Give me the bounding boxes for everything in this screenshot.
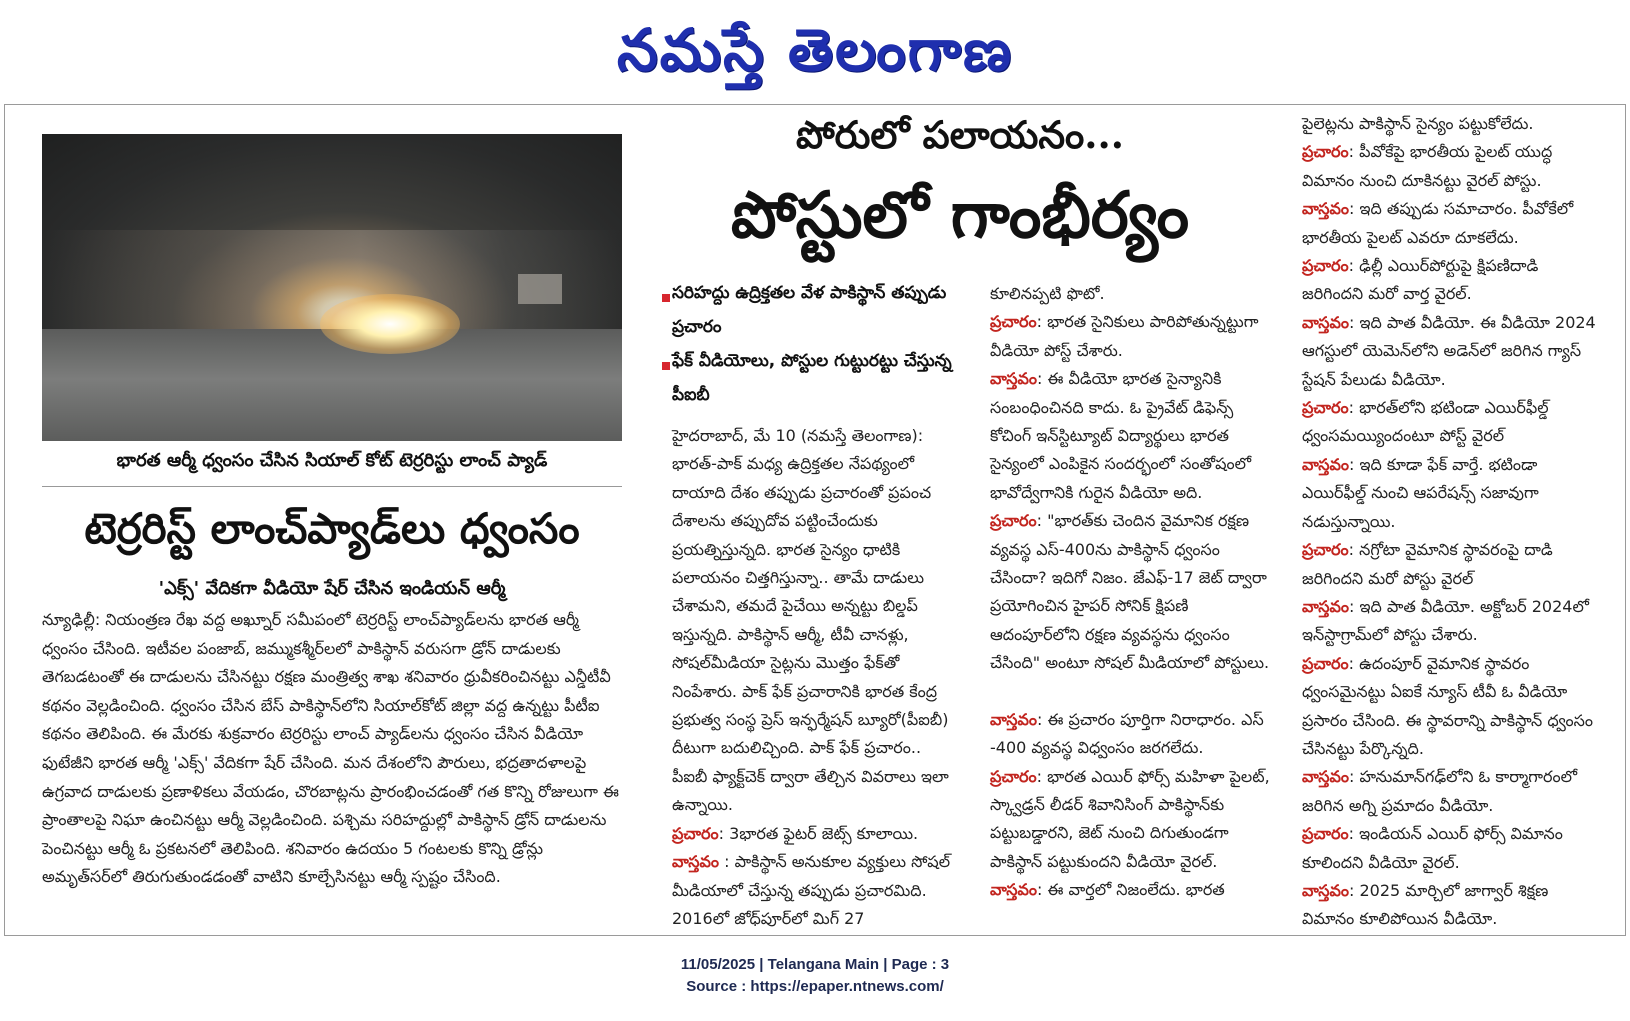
edition-info: 11/05/2025 | Telangana Main | Page : 3 bbox=[680, 956, 950, 973]
article-column-2 bbox=[672, 422, 958, 933]
page-footer bbox=[0, 954, 1630, 998]
fact-text: : ఇది పాత వీడియో. ఈ వీడియో 2024 ఆగస్టులో యెమెన్‌లోని అడెన్‌లో జరిగిన గ్యాస్ స్టేషన్ పేలుడు వీడియో. bbox=[1302, 312, 1596, 389]
fact-text: : 2025 మార్చిలో జాగ్వార్ శిక్షణ విమానం కూలిపోయిన వీడియో. bbox=[1302, 880, 1549, 929]
fact-label: ప్రచారం bbox=[1302, 398, 1349, 418]
fact-text: : ఈ ప్రచారం పూర్తిగా నిరాధారం. ఎస్ -400 వ్యవస్థ విధ్వంసం జరగలేదు. bbox=[990, 709, 1264, 758]
fact-text: : హనుమాన్‌గఢ్‌లోని ఓ కార్మాగారంలో జరిగిన అగ్ని ప్రమాదం వీడియో. bbox=[1302, 767, 1578, 815]
photo-ground bbox=[42, 329, 622, 441]
fact-label: వాస్తవం bbox=[1302, 767, 1349, 787]
fact-text: : భారత సైనికులు పారిపోతున్నట్టుగా వీడియో పోస్ట్ చేశారు. bbox=[990, 312, 1259, 360]
fact-text: : ఇది తప్పుడు సమాచారం. పీవోకేలో భారతీయ పైలట్ ఎవరూ దూకలేదు. bbox=[1302, 199, 1574, 247]
fact-item bbox=[672, 820, 958, 848]
fact-label: వాస్తవం bbox=[1302, 880, 1349, 900]
fact-label: వాస్తవం bbox=[990, 880, 1037, 900]
fact-label: ప్రచారం bbox=[990, 312, 1037, 332]
fact-label: ప్రచారం bbox=[990, 511, 1037, 531]
fact-text: : ఇది పాత వీడియో. అక్టోబర్ 2024లో ఇన్‌స్టాగ్రామ్‌లో పోస్టు చేశారు. bbox=[1302, 596, 1589, 645]
fact-item bbox=[1302, 252, 1598, 309]
fact-text: : ఢిల్లీ ఎయిర్‌పోర్టుపై క్షిపణిదాడి జరిగిందని మరో వార్త వైరల్. bbox=[1302, 256, 1539, 304]
fact-label: ప్రచారం bbox=[1302, 653, 1349, 673]
fact-text: : ఈ వార్తలో నిజంలేదు. భారత bbox=[1037, 880, 1225, 900]
fact-label: ప్రచారం bbox=[1302, 824, 1349, 844]
bullet-item: సరిహద్దు ఉద్రిక్తతల వేళ పాకిస్థాన్ తప్పుడు ప్రచారం bbox=[672, 283, 947, 337]
news-photo bbox=[42, 134, 622, 441]
bullet-marker bbox=[662, 294, 670, 302]
masthead-title: నమస్తే తెలంగాణ bbox=[617, 16, 1013, 84]
bullet-item: ఫేక్ వీడియోలు, పోస్టుల గుట్టురట్టు చేస్తున్న పీఐబీ bbox=[672, 351, 952, 405]
divider bbox=[42, 486, 622, 487]
fact-label: వాస్తవం bbox=[990, 709, 1037, 729]
fact-item bbox=[990, 706, 1276, 763]
fact-text: : భారత్‌లోని భటిండా ఎయిర్‌ఫీల్డ్ ధ్వంసమయ్యిందంటూ పోస్ట్ వైరల్ bbox=[1302, 398, 1549, 446]
main-kicker: పోరులో పలాయనం... bbox=[795, 112, 1124, 157]
fact-item bbox=[990, 876, 1276, 904]
fact-label: వాస్తవం bbox=[672, 852, 719, 872]
fact-item bbox=[1302, 451, 1598, 536]
bullet-marker bbox=[662, 362, 670, 370]
fact-item bbox=[1302, 593, 1598, 650]
fact-label: ప్రచారం bbox=[1302, 142, 1349, 162]
photo-caption: భారత ఆర్మీ ధ్వంసం చేసిన సియాల్ కోట్ టెర్రరిస్టు లాంచ్ ప్యాడ్ bbox=[116, 450, 548, 471]
fact-label: వాస్తవం bbox=[1302, 199, 1349, 219]
fact-label: వాస్తవం bbox=[990, 369, 1037, 389]
fact-text: : 3భారత ఫైటర్ జెట్స్ కూలాయి. bbox=[718, 823, 919, 843]
fact-item bbox=[1302, 650, 1598, 764]
fact-text: : పీవోకేపై భారతీయ పైలట్ యుద్ధ విమానం నుంచి దూకినట్టు వైరల్ పోస్టు. bbox=[1302, 142, 1553, 190]
fact-item bbox=[1302, 877, 1598, 934]
fact-item bbox=[1302, 394, 1598, 451]
spacer bbox=[990, 678, 1276, 706]
fact-item bbox=[1302, 820, 1598, 877]
left-article-body: న్యూఢిల్లీ: నియంత్రణ రేఖ వద్ద అఖ్నూర్ సమీపంలో టెర్రరిస్ట్ లాంచ్‌ప్యాడ్‌లను భారత ఆర్మీ ధ్వంసం చేసింది. ఇటీవల పంజాబ్, జమ్ముకశ్మీర్‌లలో పాకిస్థాన్ వరుసగా డ్రోన్ దాడులకు తెగబడటంతో ఈ దాడులను చేసినట్టు రక్షణ మంత్రిత్వ శాఖ శనివారం ధ్రువీకరించినట్టు ఎన్డీటీవీ కథనం వెల్లడించింది. ధ్వంసం చేసిన బేస్ పాకిస్థాన్‌లోని సియాల్‌కోట్ జిల్లా వద్ద ఉన్నట్టు పీటీఐ కథనం తెలిపింది. ఈ మేరకు శుక్రవారం టెర్రరిస్టు లాంచ్ ప్యాడ్‌లను ధ్వంసం చేసిన వీడియో ఫుటేజీని భారత ఆర్మీ 'ఎక్స్' వేదికగా షేర్ చేసింది. మన దేశంలోని పౌరులు, భద్రతాదళాలపై ఉగ్రవాద దాడులకు ప్రణాళికలు వేయడం, చొరబాట్లను ప్రారంభించడంతో గత కొన్ని రోజులుగా ఈ ప్రాంతాలపై నిఘా ఉంచినట్టు ఆర్మీ వెల్లడించింది. పశ్చిమ సరిహద్దుల్లో పాకిస్థాన్ డ్రోన్ దాడులను పెంచినట్టు ఆర్మీ ఓ ప్రకటనలో తెలిపింది. శనివారం ఉదయం 5 గంటలకు కొన్ని డ్రోన్లు అమృత్‌సర్‌లో తిరుగుతుండడంతో వాటిని కూల్చేసినట్టు ఆర్మీ స్పష్టం చేసింది. bbox=[42, 610, 619, 887]
article-lead: కూలినప్పటి ఫొటో. bbox=[990, 284, 1105, 303]
fact-item bbox=[1302, 309, 1598, 394]
photo-structure bbox=[518, 274, 562, 304]
fact-label: ప్రచారం bbox=[1302, 540, 1349, 560]
fact-label: ప్రచారం bbox=[1302, 256, 1349, 276]
fact-item bbox=[1302, 195, 1598, 252]
left-subheadline: 'ఎక్స్' వేదికగా వీడియో షేర్ చేసిన ఇండియన్ ఆర్మీ bbox=[158, 578, 506, 599]
main-headline: పోస్టులో గాంభీర్యం bbox=[730, 178, 1190, 253]
fact-item bbox=[672, 848, 958, 933]
fact-item bbox=[990, 365, 1276, 507]
photo-fire bbox=[320, 294, 460, 354]
article-lead: పైలెట్లను పాకిస్థాన్ సైన్యం పట్టుకోలేదు. bbox=[1302, 114, 1534, 133]
fact-item bbox=[1302, 138, 1598, 195]
fact-item bbox=[990, 308, 1276, 365]
fact-text: : భారత ఎయిర్ ఫోర్స్ మహిళా పైలట్, స్క్వాడ్రన్ లీడర్ శివానిసింగ్ పాకిస్థాన్‌కు పట్టుబడ్డారని, జెట్ నుంచి దిగుతుండగా పాకిస్థాన్ పట్టుకుందని వీడియో వైరల్. bbox=[990, 766, 1270, 871]
fact-label: వాస్తవం bbox=[1302, 596, 1349, 616]
fact-text: : "భారత్‌కు చెందిన వైమానిక రక్షణ వ్యవస్థ ఎస్-400ను పాకిస్థాన్ ధ్వంసం చేసిందా? ఇదిగో నిజం. జేఎఫ్-17 జెట్ ద్వారా ప్రయోగించిన హైపర్ సోనిక్ క్షిపణి ఆదంపూర్‌లోని రక్షణ వ్యవస్థను ధ్వంసం చేసింది" అంటూ సోషల్ మీడియాలో పోస్టులు. bbox=[990, 511, 1270, 673]
article-column-4 bbox=[1302, 110, 1598, 934]
fact-item bbox=[1302, 763, 1598, 820]
fact-text: : నగ్రోటా వైమానిక స్థావరంపై దాడి జరిగిందని మరో పోస్టు వైరల్ bbox=[1302, 540, 1553, 588]
fact-item bbox=[990, 763, 1276, 877]
left-headline: టెర్రరిస్ట్ లాంచ్‌ప్యాడ్‌లు ధ్వంసం bbox=[84, 504, 580, 553]
fact-text: : ఇది కూడా ఫేక్ వార్తే. భటిండా ఎయిర్‌ఫీల్డ్ నుంచి ఆపరేషన్స్ సజావుగా నడుస్తున్నాయి. bbox=[1302, 454, 1539, 531]
source-link[interactable]: Source : https://epaper.ntnews.com/ bbox=[686, 978, 944, 995]
article-column-3 bbox=[990, 280, 1276, 905]
fact-label: వాస్తవం bbox=[1302, 312, 1349, 332]
article-intro: హైదరాబాద్, మే 10 (నమస్తే తెలంగాణ): భారత్-పాక్ మధ్య ఉద్రిక్తతల నేపథ్యంలో దాయాది దేశం తప్పుడు ప్రచారంతో ప్రపంచ దేశాలను తప్పుదోవ పట్టించేందుకు ప్రయత్నిస్తున్నది. భారత సైన్యం ధాటికి పలాయనం చిత్తగిస్తున్నా.. తామే దాడులు చేశామని, తమదే పైచేయి అన్నట్టు బిల్డప్ ఇస్తున్నది. పాకిస్థాన్ ఆర్మీ, టీవీ చానళ్లు, సోషల్‌మీడియా సైట్లను మొత్తం ఫేక్‌తో నింపేశారు. పాక్ ఫేక్ ప్రచారానికి భారత కేంద్ర ప్రభుత్వ సంస్థ ప్రెస్ ఇన్ఫర్మేషన్ బ్యూరో(పీఐబీ) దీటుగా బదులిచ్చింది. పాక్ ఫేక్ ప్రచారం.. పీఐబీ ఫ్యాక్ట్‌చెక్ ద్వారా తేల్చిన వివరాలు ఇలా ఉన్నాయి. bbox=[672, 426, 949, 815]
fact-text: : ఉదంపూర్ వైమానిక స్థావరం ధ్వంసమైనట్టు ఏఐకే న్యూస్ టీవీ ఓ వీడియో ప్రసారం చేసింది. ఈ స్థావరాన్ని పాకిస్థాన్ ధ్వంసం చేసినట్టు పేర్కొన్నది. bbox=[1302, 653, 1593, 758]
fact-label: వాస్తవం bbox=[1302, 454, 1349, 474]
fact-item bbox=[1302, 536, 1598, 593]
fact-text: : ఇండియన్ ఎయిర్ ఫోర్స్ విమానం కూలిందని వీడియో వైరల్. bbox=[1302, 824, 1563, 872]
fact-label: ప్రచారం bbox=[672, 823, 719, 843]
fact-item bbox=[990, 507, 1276, 677]
fact-label: ప్రచారం bbox=[990, 766, 1037, 786]
fact-text: : పాకిస్థాన్ అనుకూల వ్యక్తులు సోషల్ మీడియాలో చేస్తున్న తప్పుడు ప్రచారమిది. 2016లో జోధ్‌పూర్‌లో మిగ్ 27 bbox=[672, 852, 951, 928]
fact-text: : ఈ వీడియో భారత సైన్యానికి సంబంధించినది కాదు. ఓ ప్రైవేట్ డిఫెన్స్ కోచింగ్ ఇన్‌స్టిట్యూట్ విద్యార్థులు భారత సైన్యంలో ఎంపికైన సందర్భంలో సంతోషంలో భావోద్వేగానికి గురైన వీడియో అది. bbox=[990, 369, 1252, 502]
